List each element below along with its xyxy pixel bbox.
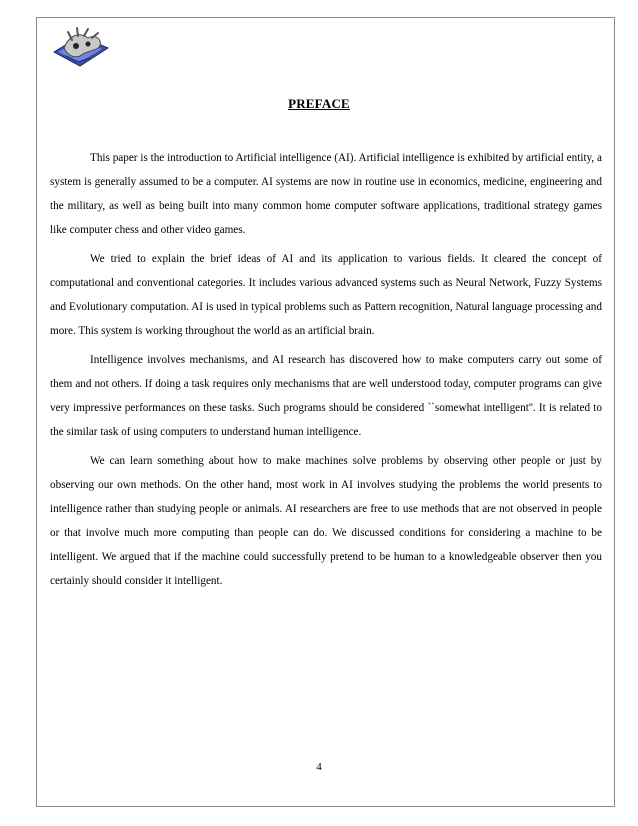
document-title: PREFACE (288, 96, 350, 111)
paragraph: Intelligence involves mechanisms, and AI research has discovered how to make computers carry out some of them and not others. If doing a task requires only mechanisms that are well understood today, computer programs can give very impressive performances on these tasks. Such programs should be considered ``somewhat intelligent''. It is related to the similar task of using computers to understand human intelligence. (50, 354, 602, 438)
body-text (50, 146, 602, 598)
paragraph: We can learn something about how to make machines solve problems by observing other people or just by observing our own methods. On the other hand, most work in AI involves studying the problems the world presents to intelligence rather than studying people or animals. AI researchers are free to use methods that are not observed in people or that involve much more computing than people can do. We discussed conditions for considering a machine to be intelligent. We argued that if the machine could successfully pretend to be human to a knowledgeable observer then you certainly should consider it intelligent. (50, 455, 602, 587)
paragraph: This paper is the introduction to Artificial intelligence (AI). Artificial intelligence is exhibited by artificial entity, a system is generally assumed to be a computer. AI systems are now in routine use in economics, medicine, engineering and the military, as well as being built into many common home computer software applications, traditional strategy games like computer chess and other video games. (50, 152, 602, 236)
robot-hand-logo-icon (50, 26, 112, 74)
page-number: 4 (316, 761, 322, 773)
paragraph: We tried to explain the brief ideas of AI and its application to various fields. It cleared the concept of computational and conventional categories. It includes various advanced systems such as Neural Network, Fuzzy Systems and Evolutionary computation. AI is used in typical problems such as Pattern recognition, Natural language processing and more. This system is working throughout the world as an artificial brain. (50, 253, 602, 337)
